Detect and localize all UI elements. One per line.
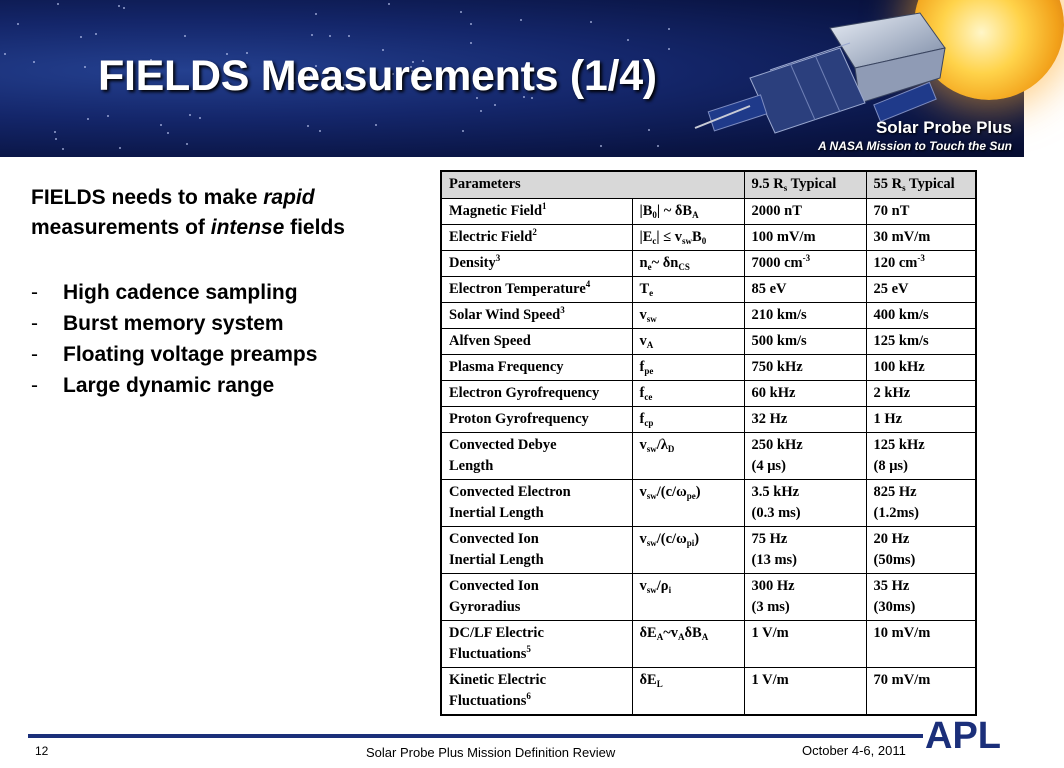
bullet-dash: - [31,281,38,304]
parameter-cell: Convected Electron Inertial Length [441,479,632,526]
bullet-item [31,308,317,339]
symbol-cell: $f_{ce}$ [632,380,744,406]
value-55rs-cell: 70 nT [866,198,976,224]
star [95,33,97,35]
star [470,42,472,44]
symbol-cell: $n_e\sim$ $\delta n_{CS}$ [632,250,744,276]
parameters-table [440,170,977,716]
star [494,104,496,106]
slide-title: FIELDS Measurements (1/4) [98,52,657,100]
star [160,124,162,126]
parameter-cell: Plasma Frequency [441,354,632,380]
mission-tagline: A NASA Mission to Touch the Sun [818,139,1012,153]
bullet-dash: - [31,374,38,397]
table-row [441,479,976,526]
value-9-5rs-cell: 210 km/s [744,302,866,328]
table-row [441,380,976,406]
value-55rs-cell: 35 Hz (30ms) [866,573,976,620]
parameter-cell: Kinetic Electric Fluctuations$^6$ [441,667,632,715]
footer-date: October 4-6, 2011 [802,743,906,758]
table-row [441,354,976,380]
star [600,145,602,147]
star [80,36,82,38]
star [668,48,670,50]
value-9-5rs-cell: 1 V/m [744,667,866,715]
star [462,130,464,132]
value-9-5rs-cell: 2000 nT [744,198,866,224]
bullet-list [31,277,317,401]
parameter-cell: Electron Gyrofrequency [441,380,632,406]
parameter-cell: Proton Gyrofrequency [441,406,632,432]
symbol-cell: $|E_c| \le v_{sw}B_0$ [632,224,744,250]
bullet-text: Floating voltage preamps [63,343,318,366]
star [54,131,56,133]
table-header-row [441,171,976,198]
value-9-5rs-cell: 85 eV [744,276,866,302]
value-55rs-cell: 825 Hz (1.2ms) [866,479,976,526]
symbol-cell: $v_{sw}/(c/\omega_{pi})$ [632,526,744,573]
intro-emphasis-intense: intense [210,216,285,239]
table-row [441,573,976,620]
table-row [441,667,976,715]
value-55rs-cell: 120 $cm^{-3}$ [866,250,976,276]
star [119,147,121,149]
value-55rs-cell: 70 mV/m [866,667,976,715]
star [84,66,86,68]
star [470,23,472,25]
value-9-5rs-cell: 7000 $cm^{-3}$ [744,250,866,276]
parameter-cell: Density$^3$ [441,250,632,276]
star [87,118,89,120]
parameter-cell: Magnetic Field$^1$ [441,198,632,224]
star [311,34,313,36]
footer-title: Solar Probe Plus Mission Definition Review [366,745,616,760]
table-row [441,432,976,479]
star [388,3,390,5]
intro-emphasis-rapid: rapid [263,186,315,209]
star [167,132,169,134]
star [590,21,592,23]
parameter-cell: Electron Temperature$^4$ [441,276,632,302]
star [199,117,201,119]
table-row [441,526,976,573]
value-9-5rs-cell: 1 V/m [744,620,866,667]
table-row [441,620,976,667]
mission-name: Solar Probe Plus [875,118,1012,137]
parameter-cell: Alfven Speed [441,328,632,354]
symbol-cell: $v_{sw}/\rho_i$ [632,573,744,620]
apl-logo [924,709,1001,757]
star [307,125,309,127]
parameter-cell: Solar Wind Speed$^3$ [441,302,632,328]
value-9-5rs-cell: 300 Hz (3 ms) [744,573,866,620]
parameter-cell: DC/LF Electric Fluctuations$^5$ [441,620,632,667]
star [186,143,188,145]
star [55,138,57,140]
value-9-5rs-cell: 60 kHz [744,380,866,406]
star [668,28,670,30]
slide-header [0,0,1024,157]
bullet-text: High cadence sampling [63,281,298,304]
table-row [441,276,976,302]
bullet-text: Burst memory system [63,312,284,335]
star [17,23,19,25]
value-9-5rs-cell: 500 km/s [744,328,866,354]
value-55rs-cell: 20 Hz (50ms) [866,526,976,573]
star [57,3,59,5]
value-55rs-cell: 1 Hz [866,406,976,432]
value-55rs-cell: 100 kHz [866,354,976,380]
star [33,61,35,63]
symbol-cell: $\delta E_A\sim v_A\delta B_A$ [632,620,744,667]
symbol-cell: $|B_0|$ ~ $\delta B_A$ [632,198,744,224]
star [107,115,109,117]
star [62,148,64,150]
header-cell-55rs: 55 $R_s$ Typical [866,171,976,198]
star [319,130,321,132]
value-9-5rs-cell: 750 kHz [744,354,866,380]
bullet-dash: - [31,343,38,366]
footer-rule [28,734,923,738]
value-55rs-cell: 25 eV [866,276,976,302]
value-9-5rs-cell: 3.5 kHz (0.3 ms) [744,479,866,526]
page-number: 12 [35,744,49,758]
symbol-cell: $f_{pe}$ [632,354,744,380]
star [648,129,650,131]
symbol-cell: $v_{sw}/\lambda_D$ [632,432,744,479]
value-9-5rs-cell: 100 mV/m [744,224,866,250]
parameters-table-body [441,171,976,715]
bullet-text: Large dynamic range [63,374,275,397]
symbol-cell: $v_A$ [632,328,744,354]
value-55rs-cell: 400 km/s [866,302,976,328]
value-9-5rs-cell: 32 Hz [744,406,866,432]
value-9-5rs-cell: 250 kHz (4 μs) [744,432,866,479]
star [375,124,377,126]
bullet-item [31,339,317,370]
symbol-cell: $f_{cp}$ [632,406,744,432]
symbol-cell: $T_e$ [632,276,744,302]
parameter-cell: Convected Ion Gyroradius [441,573,632,620]
table-row [441,224,976,250]
symbol-cell: $\delta E_L$ [632,667,744,715]
value-55rs-cell: 30 mV/m [866,224,976,250]
table-row [441,328,976,354]
star [657,145,659,147]
table-row [441,250,976,276]
star [123,7,125,9]
bullet-dash: - [31,312,38,335]
value-55rs-cell: 125 km/s [866,328,976,354]
header-cell-9-5rs: 9.5 $R_s$ Typical [744,171,866,198]
symbol-cell: $v_{sw}$ [632,302,744,328]
star [460,11,462,13]
table-row [441,198,976,224]
table-row [441,302,976,328]
header-cell-parameters: Parameters [441,171,744,198]
intro-part: measurements of [31,216,211,239]
star [189,114,191,116]
intro-text [31,183,431,243]
bullet-item [31,277,317,308]
table-row [441,406,976,432]
star [382,49,384,51]
value-55rs-cell: 10 mV/m [866,620,976,667]
value-55rs-cell: 125 kHz (8 μs) [866,432,976,479]
star [315,13,317,15]
parameter-cell: Convected Debye Length [441,432,632,479]
star [4,53,6,55]
star [184,35,186,37]
star [118,5,120,7]
bullet-item [31,370,317,401]
star [348,35,350,37]
symbol-cell: $v_{sw}/(c/\omega_{pe})$ [632,479,744,526]
star [329,35,331,37]
star [520,19,522,21]
value-9-5rs-cell: 75 Hz (13 ms) [744,526,866,573]
star [627,39,629,41]
intro-part: fields [284,216,345,239]
parameter-cell: Electric Field$^2$ [441,224,632,250]
star [480,110,482,112]
value-55rs-cell: 2 kHz [866,380,976,406]
parameter-cell: Convected Ion Inertial Length [441,526,632,573]
apl-logo-text: APL [925,715,1001,757]
intro-part: FIELDS needs to make [31,186,264,209]
